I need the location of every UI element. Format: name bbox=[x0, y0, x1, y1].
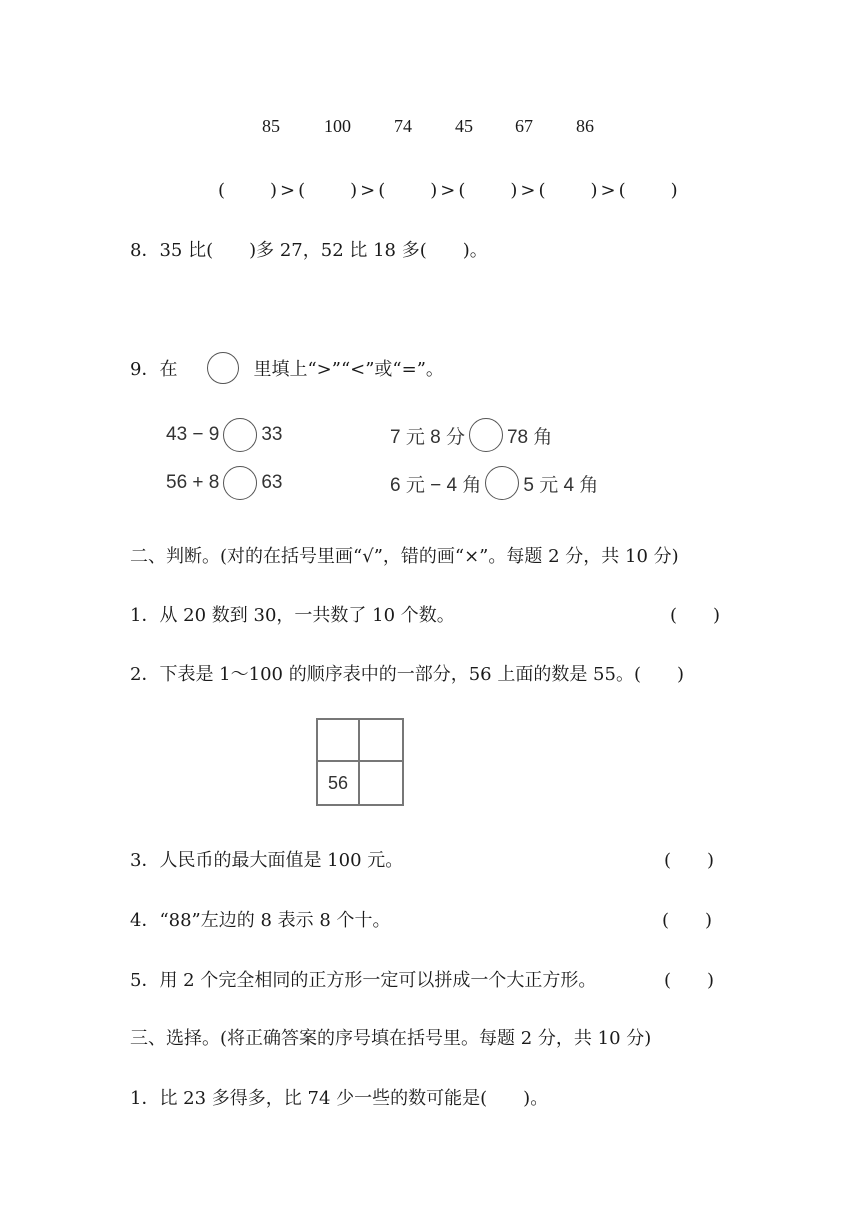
compare-right: 63 bbox=[261, 472, 283, 493]
section-3-heading: 三、选择。(将正确答案的序号填在括号里。每题 2 分，共 10 分) bbox=[130, 1028, 652, 1049]
compare-left: 7 元 8 分 bbox=[390, 426, 465, 448]
number-item: 45 bbox=[455, 116, 473, 136]
number-item: 85 bbox=[262, 116, 280, 136]
judge-item-1: 1．从 20 数到 30，一共数了 10 个数。 bbox=[130, 605, 455, 626]
compare-item-3 bbox=[166, 466, 283, 500]
judge-item-3: 3．人民币的最大面值是 100 元。 bbox=[130, 850, 404, 871]
order-answer-row[interactable]: ( )>( )>( )>( )>( )>( ) bbox=[218, 180, 681, 201]
table-cell bbox=[360, 762, 402, 804]
judge-item-5: 5．用 2 个完全相同的正方形一定可以拼成一个大正方形。 bbox=[130, 970, 597, 991]
choice-item-1: 1．比 23 多得多，比 74 少一些的数可能是( )。 bbox=[130, 1088, 549, 1109]
judge-item-4: 4．“88”左边的 8 表示 8 个十。 bbox=[130, 910, 391, 931]
compare-right: 33 bbox=[261, 424, 283, 445]
table-cell bbox=[360, 720, 402, 762]
number-item: 86 bbox=[576, 116, 594, 136]
compare-right: 78 角 bbox=[506, 426, 553, 448]
number-chart-table bbox=[316, 718, 404, 806]
compare-circle-input[interactable] bbox=[469, 418, 503, 452]
table-cell: 56 bbox=[318, 762, 360, 804]
compare-item-1 bbox=[166, 418, 283, 452]
number-item: 100 bbox=[324, 116, 351, 136]
judge-item-2: 2．下表是 1～100 的顺序表中的一部分，56 上面的数是 55。( ) bbox=[130, 664, 684, 685]
compare-left: 56 + 8 bbox=[166, 472, 220, 493]
compare-circle-input[interactable] bbox=[223, 466, 257, 500]
question-9-suffix: 里填上“>”“<”或“=”。 bbox=[253, 359, 444, 380]
compare-circle-input[interactable] bbox=[223, 418, 257, 452]
compare-item-4 bbox=[390, 466, 598, 500]
question-9 bbox=[130, 352, 444, 384]
judge-answer-paren[interactable]: ( ) bbox=[670, 605, 721, 626]
compare-right: 5 元 4 角 bbox=[523, 474, 599, 496]
judge-answer-paren[interactable]: ( ) bbox=[664, 970, 715, 991]
compare-left: 6 元 − 4 角 bbox=[390, 474, 482, 496]
number-item: 67 bbox=[515, 116, 533, 136]
question-8: 8．35 比( )多 27，52 比 18 多( )。 bbox=[130, 240, 488, 261]
judge-answer-paren[interactable]: ( ) bbox=[664, 850, 715, 871]
compare-left: 43 − 9 bbox=[166, 424, 220, 445]
compare-circle-input[interactable] bbox=[485, 466, 519, 500]
judge-answer-paren[interactable]: ( ) bbox=[662, 910, 713, 931]
section-2-heading: 二、判断。(对的在括号里画“√”，错的画“×”。每题 2 分，共 10 分) bbox=[130, 546, 679, 567]
number-item: 74 bbox=[394, 116, 412, 136]
table-cell bbox=[318, 720, 360, 762]
compare-item-2 bbox=[390, 418, 552, 452]
question-9-prefix: 9．在 bbox=[130, 359, 178, 380]
answer-circle-icon bbox=[207, 352, 239, 384]
